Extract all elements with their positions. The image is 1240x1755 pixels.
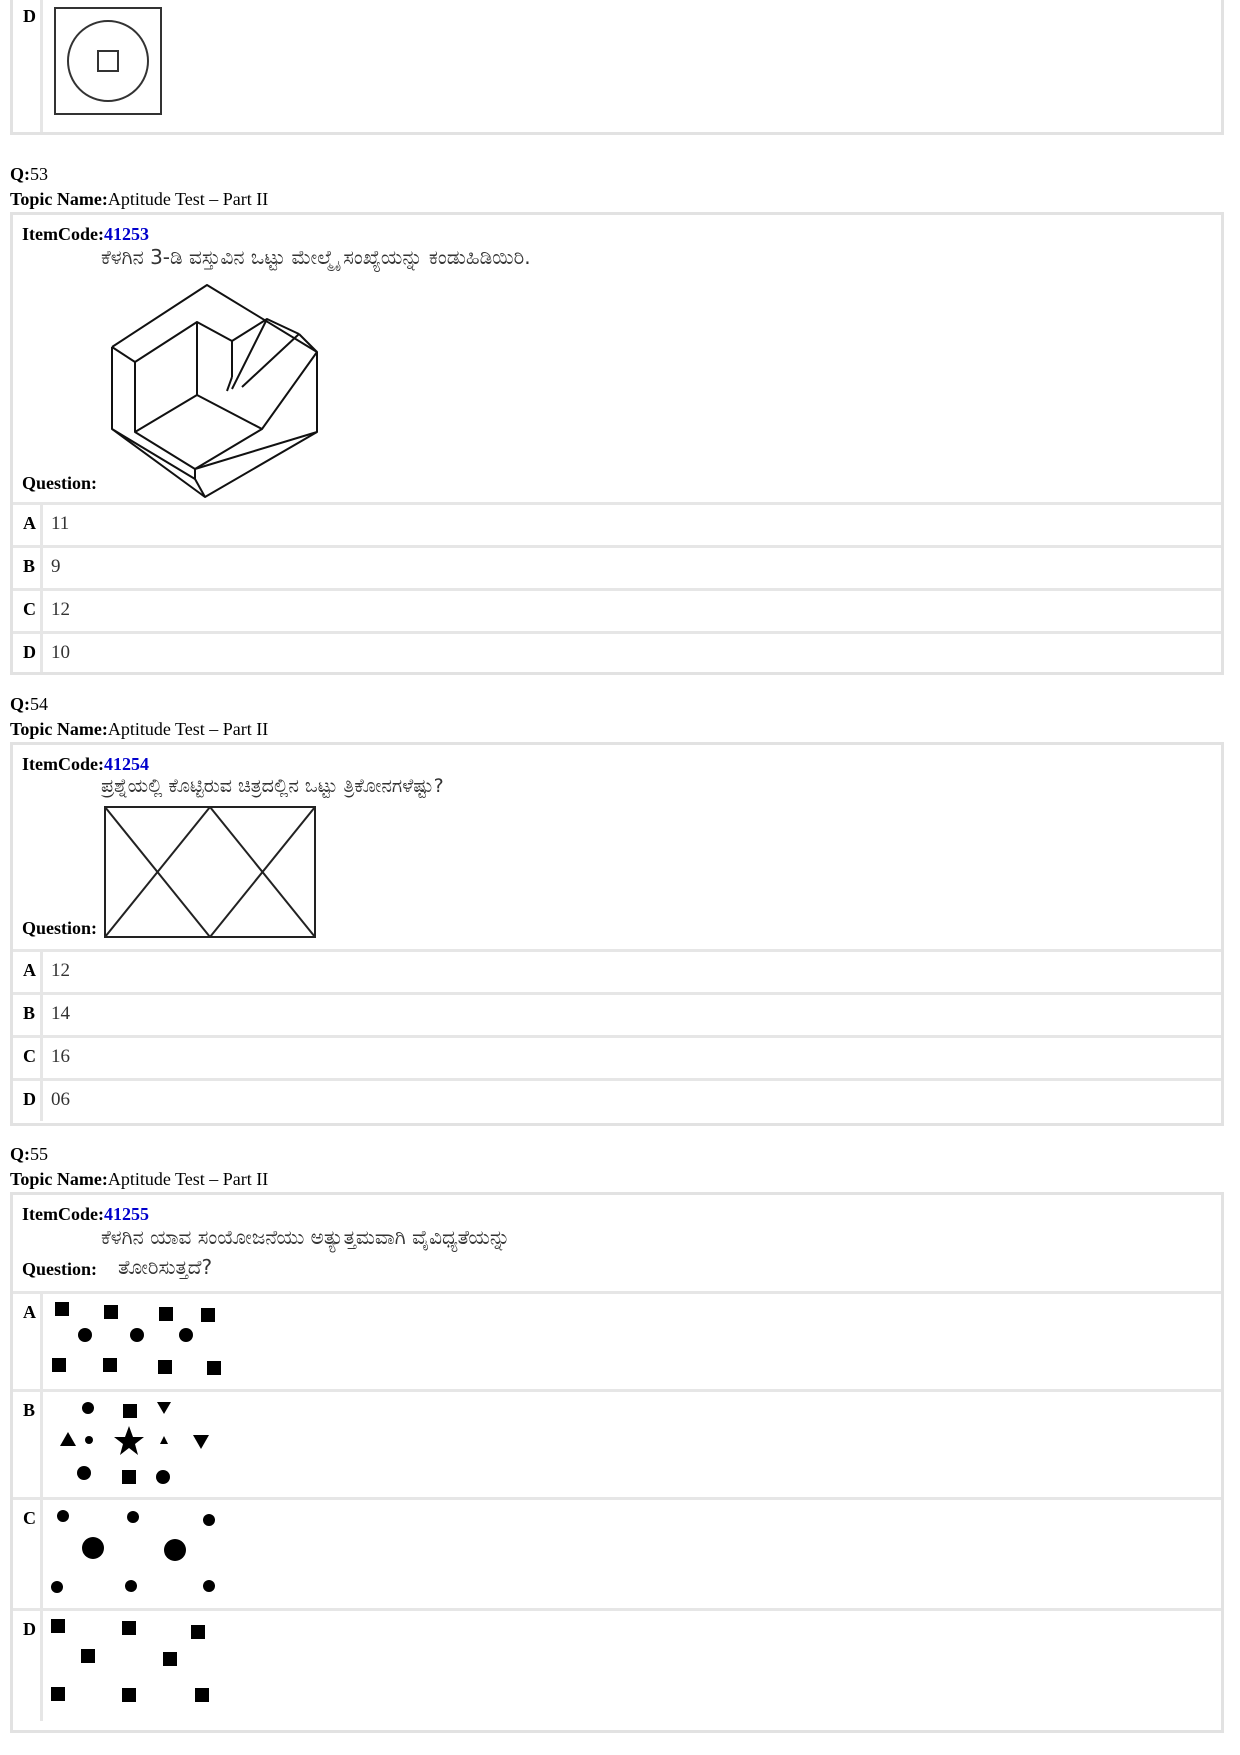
topic-line: Topic Name:Aptitude Test – Part II	[10, 719, 269, 739]
option-letter: D	[13, 634, 43, 672]
option-letter: A	[13, 1294, 43, 1389]
question-card	[10, 1192, 1224, 1733]
option-row-c[interactable]	[13, 1500, 1221, 1611]
question-header	[10, 162, 1224, 212]
option-value: 06	[51, 1089, 70, 1110]
question-card	[10, 212, 1224, 675]
option-letter: A	[13, 952, 43, 992]
option-figure	[43, 1500, 1221, 1608]
question-row	[13, 1195, 1221, 1294]
question-number-line: Q:54	[10, 694, 48, 714]
option-row-b[interactable]	[13, 995, 1221, 1038]
option-figure	[43, 1294, 1221, 1389]
item-code-value: 41254	[103, 754, 149, 774]
option-row-b[interactable]	[13, 1392, 1221, 1500]
option-letter: A	[13, 505, 43, 545]
question-55	[10, 1142, 1224, 1733]
item-code: ItemCode:41254	[22, 754, 149, 774]
option-figure	[43, 1392, 1221, 1497]
option-value: 11	[51, 513, 70, 534]
circle-square-figure	[53, 6, 163, 116]
item-code-value: 41255	[103, 1204, 149, 1224]
option-letter: C	[13, 591, 43, 631]
option-value: 16	[51, 1046, 70, 1067]
pattern-c-figure	[43, 1500, 263, 1608]
question-number-line: Q:53	[10, 164, 48, 184]
topic-line: Topic Name:Aptitude Test – Part II	[10, 1169, 269, 1189]
option-row-d[interactable]	[13, 1611, 1221, 1721]
question-card	[10, 742, 1224, 1126]
option-letter: D	[13, 0, 43, 132]
option-figure	[43, 0, 1221, 132]
question-label: Question:	[22, 918, 98, 938]
question-row	[13, 215, 1221, 505]
question-text-line-1: ಕೆಳಗಿನ ಯಾವ ಸಂಯೋಜನೆಯು ಅತ್ಯುತ್ತಮವಾಗಿ ವೈವಿಧ್ಯತೆಯನ್ನು	[101, 1225, 511, 1249]
question-row	[13, 745, 1221, 952]
question-label: Question:	[22, 1259, 98, 1279]
question-54	[10, 692, 1224, 1126]
option-value: 14	[51, 1003, 70, 1024]
option-row-b[interactable]	[13, 548, 1221, 591]
question-header	[10, 692, 1224, 742]
option-value: 12	[51, 960, 70, 981]
option-row-a[interactable]	[13, 505, 1221, 548]
question-text: ಕೆಳಗಿನ 3-ಡಿ ವಸ್ತುವಿನ ಒಟ್ಟು ಮೇಲ್ಮೈ ಸಂಖ್ಯೆಯನ್ನು ಕಂಡುಹಿಡಿಯಿರಿ.	[101, 245, 531, 269]
option-row-d[interactable]	[13, 634, 1221, 672]
item-code-value: 41253	[103, 224, 149, 244]
options-card	[10, 0, 1224, 135]
option-value: 10	[51, 642, 70, 663]
question-52-fragment	[10, 0, 1224, 135]
option-row-d[interactable]	[13, 0, 1221, 132]
option-letter: C	[13, 1038, 43, 1078]
question-text-line-2: ತೋರಿಸುತ್ತದೆ?	[118, 1255, 213, 1279]
item-code: ItemCode:41253	[22, 224, 149, 244]
question-text: ಪ್ರಶ್ನೆಯಲ್ಲಿ ಕೊಟ್ಟಿರುವ ಚಿತ್ರದಲ್ಲಿನ ಒಟ್ಟು ತ್ರಿಕೋನಗಳೆಷ್ಟು?	[101, 775, 444, 797]
option-letter: D	[13, 1611, 43, 1721]
pattern-a-figure	[43, 1294, 263, 1389]
option-letter: C	[13, 1500, 43, 1608]
option-row-a[interactable]	[13, 952, 1221, 995]
question-label: Question:	[22, 473, 98, 493]
3d-object-figure	[97, 277, 337, 499]
pattern-b-figure	[43, 1392, 263, 1497]
option-letter: B	[13, 995, 43, 1035]
item-code: ItemCode:41255	[22, 1204, 149, 1224]
triangle-count-figure	[103, 805, 317, 939]
option-letter: D	[13, 1081, 43, 1121]
option-figure	[43, 1611, 1221, 1721]
option-letter: B	[13, 548, 43, 588]
option-row-d[interactable]	[13, 1081, 1221, 1121]
option-value: 9	[51, 556, 61, 577]
topic-line: Topic Name:Aptitude Test – Part II	[10, 189, 269, 209]
question-53	[10, 162, 1224, 675]
option-value: 12	[51, 599, 70, 620]
question-header	[10, 1142, 1224, 1192]
pattern-d-figure	[43, 1611, 263, 1721]
question-number-line: Q:55	[10, 1144, 48, 1164]
option-row-c[interactable]	[13, 591, 1221, 634]
option-row-c[interactable]	[13, 1038, 1221, 1081]
option-row-a[interactable]	[13, 1294, 1221, 1392]
option-letter: B	[13, 1392, 43, 1497]
